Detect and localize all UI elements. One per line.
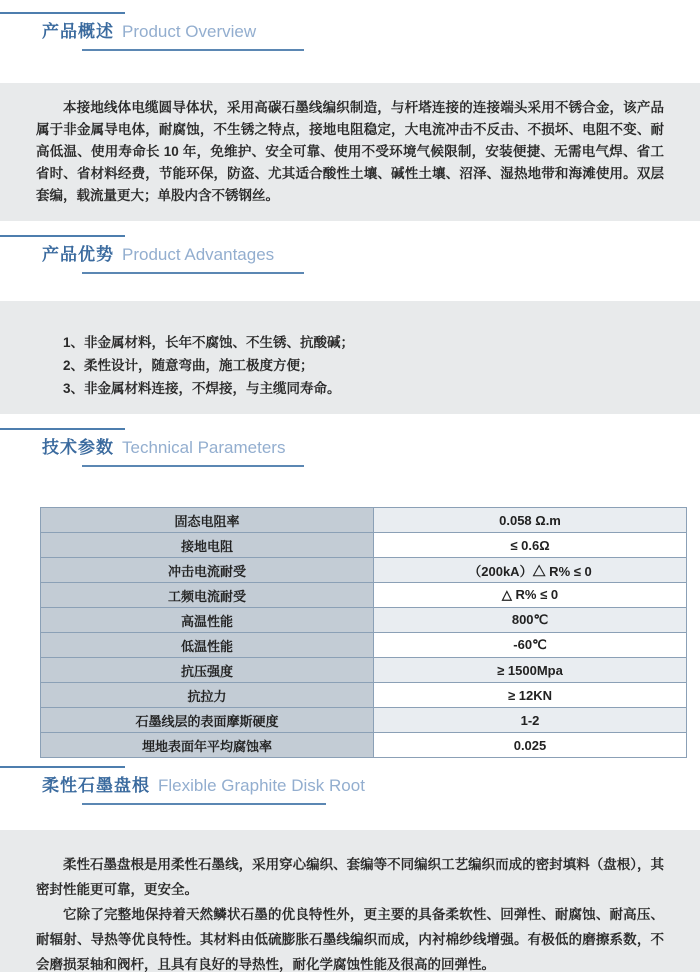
param-label: 接地电阻 [41,533,374,558]
section-header-graphite [0,766,700,805]
param-label: 固态电阻率 [41,508,374,533]
section-header-advantages [0,235,700,274]
section-title [42,436,700,460]
param-label: 石墨线层的表面摩斯硬度 [41,708,374,733]
advantage-item: 3、非金属材料连接，不焊接，与主缆同寿命。 [63,381,341,396]
graphite-paragraph: 它除了完整地保持着天然鳞状石墨的优良特性外，更主要的具备柔软性、回弹性、耐腐蚀、耐高压、耐辐射、导热等优良特性。其材料由低硫膨胀石墨线编织而成，内衬棉纱线增强。有极低的磨擦系数，不会磨损泵轴和阀杆，且具有良好的导热性，耐化学腐蚀性能及很高的回弹性。 [36,907,664,972]
param-label: 冲击电流耐受 [41,558,374,583]
graphite-panel [0,830,700,972]
header-underline [82,803,326,805]
header-underline [82,49,304,51]
param-label: 低温性能 [41,633,374,658]
param-value: △ R% ≤ 0 [374,583,687,608]
section-title-zh: 产品概述 [42,22,114,41]
header-accent-line [0,235,125,237]
header-underline [82,272,304,274]
overview-text: 本接地线体电缆圆导体状，采用高碳石墨线编织制造，与杆塔连接的连接端头采用不锈合金，该产品属于非金属导电体，耐腐蚀，不生锈之特点，接地电阻稳定，大电流冲击不反击、不损坏、电阻不变、耐高低温、使用寿命长 10 年，免维护、安全可靠、使用不受环境气候限制，安装便捷、无需电气焊、省工省时、省材料经费，节能环保，防盗、尤其适合酸性土壤、碱性土壤、沼泽、湿热地带和海滩使用。双层套编，载流量更大；单股内含不锈钢丝。 [36,100,664,203]
table-row [41,508,687,533]
param-value: （200kA）△ R% ≤ 0 [374,558,687,583]
header-accent-line [0,766,125,768]
advantages-list [0,331,700,400]
param-label: 工频电流耐受 [41,583,374,608]
table-row [41,583,687,608]
advantages-panel [0,301,700,414]
section-title-en: Product Advantages [122,245,275,264]
table-row [41,683,687,708]
param-value: ≤ 0.6Ω [374,533,687,558]
param-value: 0.025 [374,733,687,758]
section-title-en: Flexible Graphite Disk Root [158,776,365,795]
param-value: 800℃ [374,608,687,633]
table-row [41,658,687,683]
header-accent-line [0,12,125,14]
section-header-overview [0,0,700,51]
graphite-paragraph: 柔性石墨盘根是用柔性石墨线，采用穿心编织、套编等不同编织工艺编织而成的密封填料（盘根），其密封性能更可靠，更安全。 [36,857,664,897]
table-row [41,733,687,758]
section-title [42,20,700,44]
section-title-en: Product Overview [122,22,257,41]
section-title-zh: 技术参数 [42,438,114,457]
section-title [42,774,700,798]
table-row [41,608,687,633]
section-title-en: Technical Parameters [122,438,286,457]
overview-panel [0,83,700,221]
advantage-item: 1、非金属材料，长年不腐蚀、不生锈、抗酸碱； [63,335,355,350]
section-title [42,243,700,267]
param-label: 抗拉力 [41,683,374,708]
header-accent-line [0,428,125,430]
table-row [41,558,687,583]
param-label: 高温性能 [41,608,374,633]
technical-parameters-table [40,507,687,758]
section-title-zh: 产品优势 [42,245,114,264]
param-label: 抗压强度 [41,658,374,683]
param-value: 0.058 Ω.m [374,508,687,533]
param-value: ≥ 12KN [374,683,687,708]
table-row [41,633,687,658]
header-underline [82,465,304,467]
section-header-parameters [0,428,700,467]
table-row [41,533,687,558]
section-title-zh: 柔性石墨盘根 [42,776,150,795]
table-row [41,708,687,733]
param-label: 埋地表面年平均腐蚀率 [41,733,374,758]
param-value: -60℃ [374,633,687,658]
param-value: 1-2 [374,708,687,733]
advantage-item: 2、柔性设计，随意弯曲，施工极度方便； [63,358,314,373]
param-value: ≥ 1500Mpa [374,658,687,683]
